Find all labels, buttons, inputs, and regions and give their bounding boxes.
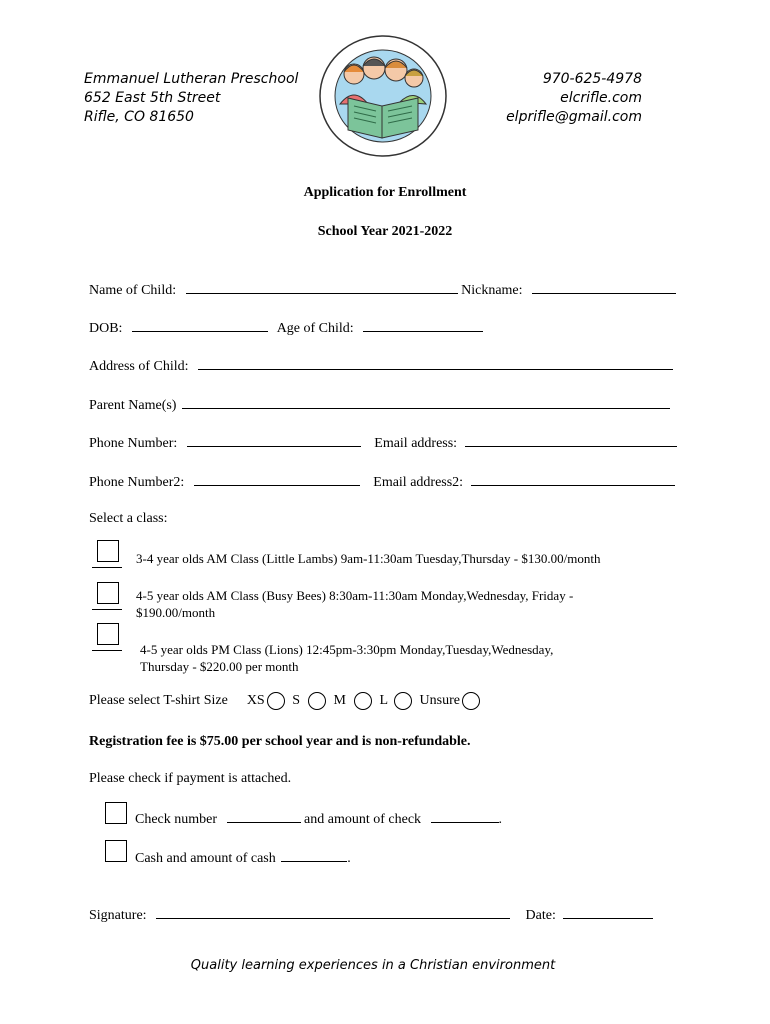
school-website: elcrifle.com (560, 90, 642, 106)
school-name: Emmanuel Lutheran Preschool (84, 71, 299, 87)
size-m-radio[interactable] (354, 692, 372, 710)
payment-label: Please check if payment is attached. (89, 771, 292, 786)
logo-illustration (318, 34, 448, 158)
phone-field[interactable] (187, 433, 361, 447)
signature-label: Signature: (89, 908, 147, 923)
check-payment-row: Check number and amount of check . (135, 809, 502, 829)
size-m-label: M (333, 693, 346, 708)
class-option-1-text: 3-4 year olds AM Class (Little Lambs) 9am-11:30am Tuesday,Thursday - $130.00/month (136, 551, 601, 566)
class-option-1 (136, 550, 600, 567)
phone2-field[interactable] (194, 472, 360, 486)
check-number-field[interactable] (227, 809, 301, 823)
signature-row (89, 905, 653, 925)
size-unsure-radio[interactable] (462, 692, 480, 710)
cash-amount-field[interactable] (281, 848, 347, 862)
nickname-field[interactable] (532, 280, 676, 294)
class-option-2-line2: $190.00/month (136, 605, 216, 620)
age-label: Age of Child: (276, 321, 354, 336)
email-field[interactable] (465, 433, 677, 447)
class-option-3-line1: 4-5 year olds PM Class (Lions) 12:45pm-3:30pm Monday,Tuesday,Wednesday, (140, 642, 554, 657)
address-label: Address of Child: (89, 359, 189, 374)
size-l-radio[interactable] (394, 692, 412, 710)
child-name-row (89, 280, 676, 300)
parent-row (89, 395, 670, 415)
child-name-label: Name of Child: (89, 283, 177, 298)
nickname-label: Nickname: (461, 283, 523, 298)
phone2-row (89, 472, 675, 492)
cash-payment-checkbox[interactable] (105, 840, 127, 862)
age-field[interactable] (363, 318, 483, 332)
class-option-2-checkbox[interactable] (97, 582, 119, 604)
size-s-radio[interactable] (308, 692, 326, 710)
school-year: School Year 2021-2022 (317, 224, 453, 239)
cash-label: Cash and amount of cash (135, 851, 276, 866)
class-option-1-checkbox[interactable] (97, 540, 119, 562)
footer-tagline: Quality learning experiences in a Christian environment (190, 958, 556, 973)
size-xs-label: XS (246, 693, 265, 708)
school-street: 652 East 5th Street (84, 90, 221, 106)
school-contact-block (506, 70, 642, 127)
signature-field[interactable] (156, 905, 510, 919)
email2-label: Email address2: (373, 475, 464, 490)
email-label: Email address: (374, 436, 458, 451)
dob-field[interactable] (132, 318, 268, 332)
class-option-1-underline (92, 567, 122, 568)
class-option-2-underline (92, 609, 122, 610)
class-option-2-line1: 4-5 year olds AM Class (Busy Bees) 8:30am-11:30am Monday,Wednesday, Friday - (136, 588, 574, 603)
date-field[interactable] (563, 905, 653, 919)
school-phone: 970-625-4978 (542, 71, 642, 87)
check-payment-checkbox[interactable] (105, 802, 127, 824)
email2-field[interactable] (471, 472, 675, 486)
check-number-label: Check number (135, 812, 218, 827)
class-option-3 (140, 641, 553, 675)
size-unsure-label: Unsure (419, 693, 460, 708)
address-row (89, 356, 673, 376)
class-option-2 (136, 587, 573, 621)
parent-label: Parent Name(s) (89, 398, 177, 413)
form-title: Application for Enrollment (303, 185, 467, 200)
address-field[interactable] (198, 356, 673, 370)
class-option-3-underline (92, 650, 122, 651)
school-city: Rifle, CO 81650 (84, 109, 194, 125)
dob-row (89, 318, 483, 338)
class-option-3-checkbox[interactable] (97, 623, 119, 645)
tshirt-row (89, 692, 484, 710)
size-s-label: S (292, 693, 301, 708)
phone-label: Phone Number: (89, 436, 178, 451)
size-xs-radio[interactable] (267, 692, 285, 710)
phone-row (89, 433, 677, 453)
check-amount-label: and amount of check (304, 812, 422, 827)
class-option-3-line2: Thursday - $220.00 per month (140, 659, 299, 674)
check-amount-field[interactable] (431, 809, 499, 823)
child-name-field[interactable] (186, 280, 458, 294)
school-email: elprifle@gmail.com (506, 109, 642, 125)
school-address-block (84, 70, 298, 127)
date-label: Date: (525, 908, 556, 923)
registration-fee: Registration fee is $75.00 per school year and is non-refundable. (89, 734, 471, 749)
school-logo (318, 34, 448, 158)
phone2-label: Phone Number2: (89, 475, 185, 490)
tshirt-label: Please select T-shirt Size (89, 693, 228, 708)
cash-payment-row: Cash and amount of cash . (135, 848, 351, 868)
parent-field[interactable] (182, 395, 670, 409)
dob-label: DOB: (89, 321, 123, 336)
size-l-label: L (379, 693, 389, 708)
class-select-label: Select a class: (89, 511, 168, 526)
